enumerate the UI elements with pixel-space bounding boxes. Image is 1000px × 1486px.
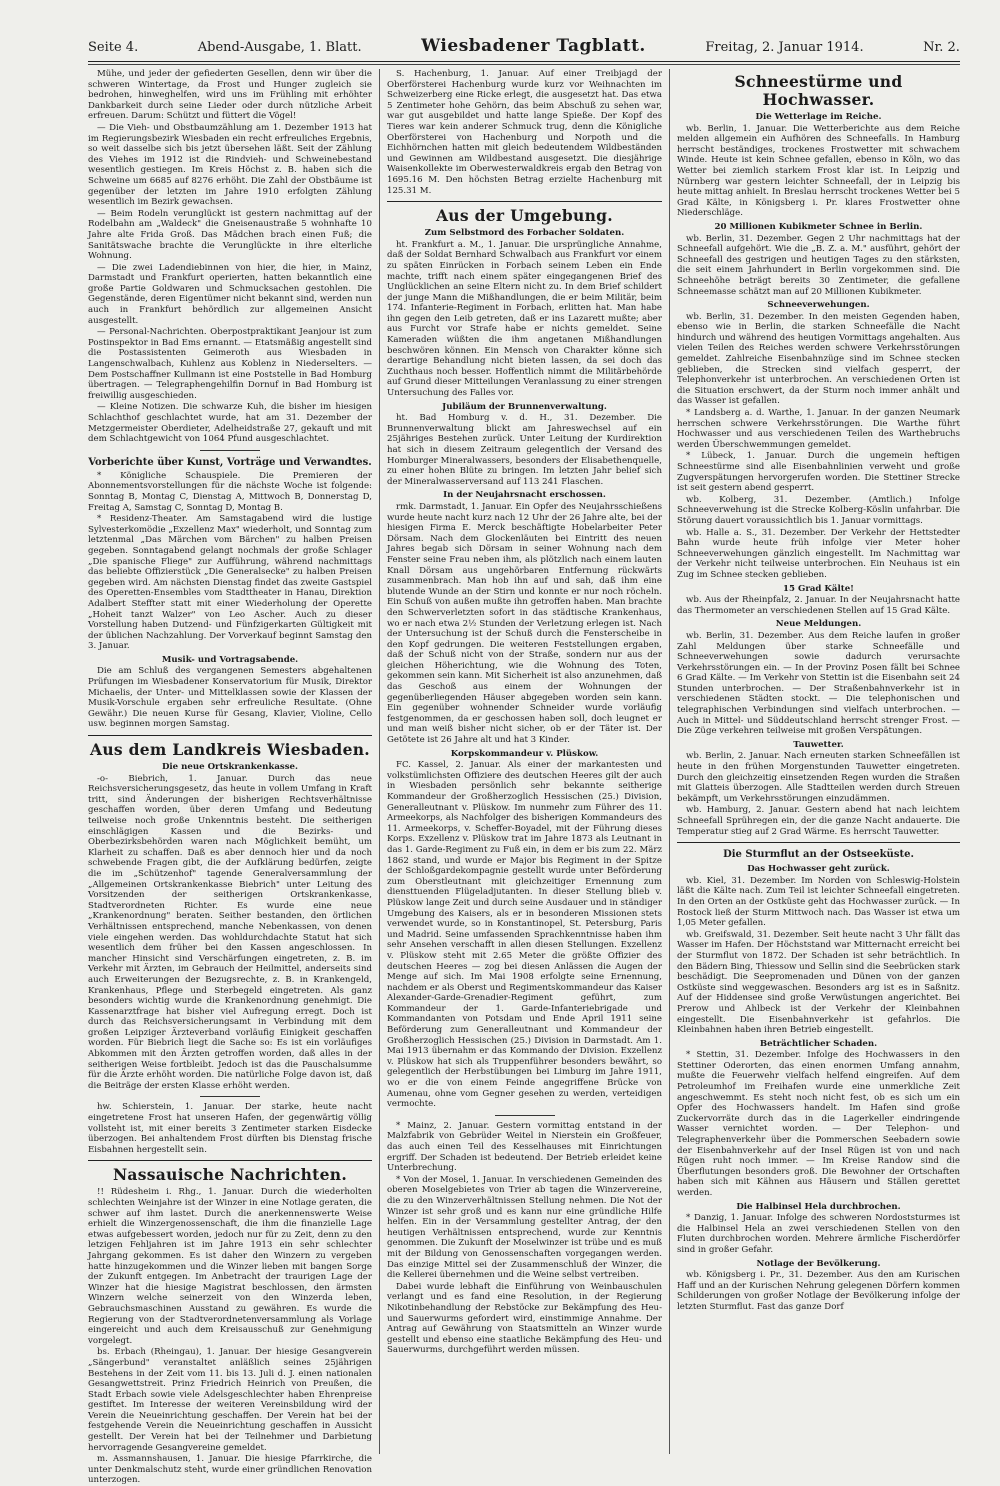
paragraph: * Residenz-Theater. Am Samstagabend wird die lustige Sylvesterkomödie „Exzellenz Max" wiederholt, und Sonntag zum letztenmal „Das Märchen vom Bärchen" zu halben Preisen gegeben. Sonntagabend gelangt nochmals der große Schlager „Die spanische Fliege" zur Aufführung, während nachmittags das beliebte Offizierstück „Die Generalsecke" zu halben Preisen gegeben wird. Am nächsten Dienstag findet das zweite Gastspiel des Operetten-Ensembles vom Stadttheater in Hanau, Direktion Adalbert Steffter statt mit einer Wiederholung der Operette „Hoheit tanzt Walzer" von Leo Ascher. Auch zu dieser Vorstellung haben Dutzend- und Fünfzigerkarten Gültigkeit mit der üblichen Nachzahlung. Der Vorverkauf beginnt Samstag den 3. Januar. [88, 514, 372, 652]
divider [88, 735, 372, 736]
paragraph: — Die Vieh- und Obstbaumzählung am 1. Dezember 1913 hat im Regierungsbezirk Wiesbaden ein recht erfreuliches Ergebnis, so weit dasselbe sich bis jetzt übersehen läßt. Seit der Zählung des Viehes im 1912 ist die Rindvieh- und Schweinebestand wesentlich gestiegen. Im Kreis Höchst z. B. haben sich die Schweine um 6685 auf 8276 erhöht. Die Zahl der Obstbäume ist gegenüber der letzten im Jahre 1910 erfolgten Zählung wesentlich im Bezirk gewachsen. [88, 122, 372, 208]
article-subheading: In der Neujahrsnacht erschossen. [443, 490, 606, 501]
paragraph: bs. Erbach (Rheingau), 1. Januar. Der hiesige Gesangverein „Sängerbund" veranstaltet anläßlich seines 25jährigen Bestehens in der Zeit vom 11. bis 13. Juli d. J. einen nationalen Gesangwettstreit. Prinz Friedrich Heinrich von Preußen, die Stadt Erbach sowie viele Adelsgeschlechter haben Ehrenpreise gestiftet. Im Interesse der weiteren Vereinsbildung wird der Verein die Neueinrichtung geschaffen. Der Verein hat bei der festgehende Verein die Neueinrichtung geschaffen in Aussicht gestellt. Der Verein hat bei der Teilnehmer und Darbietung hervorragende Gesangvereine gemeldet. [88, 1347, 372, 1453]
masthead [88, 36, 960, 62]
article-subheading: Die Wetterlage im Reiche. [755, 112, 882, 122]
paragraph: * Lübeck, 1. Januar. Durch die ungemein heftigen Schneestürme sind alle Eisenbahnlinien verweht und große Zugverspätungen hervorgerufen worden. Die Stettiner Strecke ist seit gestern abend gesperrt. [677, 451, 960, 494]
paragraph: Dabei wurde lebhaft die Einführung von Weinbauschulen verlangt und es fand eine Resolution, in der Regierung Nikotinbehandlung der Rebstöcke zur Bekämpfung des Heu- und Sauerwurms gefordert wird, einstimmige Annahme. Der Antrag auf Gewährung von Staatsmitteln an Winzer wurde gestellt und ebenso eine staatliche Bekämpfung des Heu- und Sauerwurms, durchgeführt werden müssen. [387, 1281, 662, 1356]
article-subheading: Schneeverwehungen. [767, 300, 870, 311]
columns [88, 69, 960, 1486]
section-heading: Aus dem Landkreis Wiesbaden. [90, 740, 370, 760]
article-subheading: Das Hochwasser geht zurück. [747, 864, 890, 875]
paragraph: ht. Frankfurt a. M., 1. Januar. Die ursprüngliche Annahme, daß der Soldat Bernhard Schwalbach aus Frankfurt vor einem zu späten Einrücken in Forbach seinem Leben ein Ende machte, trifft nach einem später eingegangenen Brief des Unglücklichen an seine Eltern nicht zu. In dem Brief schildert der junge Mann die Mißhandlungen, die er beim Militär, beim 174. Infanterie-Regiment in Forbach, erlitten hat. Man habe ihn gegen den Leib getreten, daß er ins Lazarett mußte; aber aus Furcht vor Strafe habe er nichts gemeldet. Seine Kameraden wüßten die ihm angetanen Mißhandlungen beschwören können. Ein Mensch von Charakter könne sich derartige Behandlung nicht bieten lassen, da sei doch das Zuchthaus noch besser. Hoffentlich nimmt die Militärbehörde auf Grund dieser Mitteilungen Veranlassung zu einer strengen Untersuchung des Falles vor. [387, 239, 662, 399]
divider [88, 1160, 372, 1161]
column-1 [88, 69, 379, 1486]
article-subheading: Jubiläum der Brunnenverwaltung. [442, 401, 607, 412]
edition: Abend-Ausgabe, 1. Blatt. [197, 40, 362, 55]
paragraph: wb. Berlin, 2. Januar. Nach erneuten starken Schneefällen ist heute in den frühen Morgenstunden Tauwetter eingetreten. Durch den gleichzeitig einsetzenden Regen wurden die Straßen mit Glatteis überzogen. Alle Stadtteilen werden durch Streuen bekämpft, um Verkehrsstörungen einzudämmen. [677, 751, 960, 804]
paragraph: wb. Berlin, 31. Dezember. Aus dem Reiche laufen in großer Zahl Meldungen über starke Schneefälle und Schneeverwehungen sowie dadurch verursachte Verkehrsstörungen ein. — In der Provinz Posen fällt bei Schnee 6 Grad Kälte. — Im Verkehr von Stettin ist die Eisenbahn seit 24 Stunden unterbrochen. — Der Straßenbahnverkehr ist in verschiedenen Städten stockt. — Die telephonischen und telegraphischen Verbindungen sind vielfach unterbrochen. — Auch in Mittel- und Süddeutschland herrscht strenger Frost. — Die Züge verkehren teilweise mit großen Verspätungen. [677, 630, 960, 737]
paragraph: * Von der Mosel, 1. Januar. In verschiedenen Gemeinden des oberen Moselgebietes von Trier ab tagen die Winzervereine, die zu den Winzerverhältnissen Stellung nehmen. Die Not der Winzer ist sehr groß und es kann nur eine gründliche Hilfe helfen. Ein in der Versammlung gestellter Antrag, der den heutigen Verhältnissen entsprechend, wurde zur Kenntnis genommen. Die Zukunft der Moselwinzer ist trübe und es muß mit der Bildung von Genossenschaften vorgegangen werden. Das einzige Mittel sei der Zusammenschluß der Winzer, die die Kellerei übernehmen und die Weine selbst vertreiben. [387, 1174, 662, 1281]
section-heading: Nassauische Nachrichten. [112, 1165, 348, 1185]
page-number: Seite 4. [88, 40, 139, 55]
paragraph: wb. Berlin, 31. Dezember. In den meisten Gegenden haben, ebenso wie in Berlin, die starken Schneefälle die Nacht hindurch und während des heutigen Vormittags angehalten. Aus vielen Teilen des Reiches werden schwere Verkehrsstörungen gemeldet. Zahlreiche Eisenbahnzüge sind im Schnee stecken geblieben, die Strecken sind vielfach gesperrt, der Telephonverkehr ist unterbrochen. An verschiedenen Orten ist die Situation erschwert, da der Sturm noch immer anhält und das Wasser ist gefallen. [677, 311, 960, 407]
paragraph: m. Assmannshausen, 1. Januar. Die hiesige Pfarrkirche, die unter Denkmalschutz steht, wurde einer gründlichen Renovation unterzogen. [88, 1454, 372, 1486]
paragraph: wb. Berlin, 1. Januar. Die Wetterberichte aus dem Reiche melden allgemein ein Aufhören des Schneefalls. In Hamburg herrscht beständiges, trockenes Frostwetter mit schwachem Winde. Heute ist kein Schnee gefallen, ebenso in Köln, wo das Wetter bei ziemlich starkem Frost klar ist. In Leipzig und Nürnberg war gestern leichter Schneefall, der in Leipzig bis heute mittag anhielt. In Breslau herrscht trockenes Wetter bei 5 Grad Kälte, in Königsberg i. Pr. klares Frostwetter ohne Niederschläge. [677, 123, 960, 219]
paragraph: wb. Aus der Rheinpfalz, 2. Januar. In der Neujahrsnacht hatte das Thermometer an verschiedenen Stellen auf 15 Grad Kälte. [677, 595, 960, 616]
paragraph: * Landsberg a. d. Warthe, 1. Januar. In der ganzen Neumark herrschen schwere Verkehrsstörungen. Die Warthe führt Hochwasser und aus verschiedenen Teilen des Warthebruchs werden Überschwemmungen gemeldet. [677, 408, 960, 450]
article-subheading: Tauwetter. [793, 739, 844, 750]
paragraph: wb. Hamburg, 2. Januar. Gestern abend hat nach leichtem Schneefall Sprühregen ein, der die ganze Nacht andauerte. Die Temperatur stieg auf 2 Grad Wärme. Es herrscht Tauwetter. [677, 805, 960, 837]
divider [677, 842, 960, 843]
issue-number: Nr. 2. [923, 40, 960, 55]
paragraph: wb. Königsberg i. Pr., 31. Dezember. Aus den am Kurischen Haff und an der Kurischen Nehrung gelegenen Dörfern kommen Schilderungen von großer Notlage der Bevölkerung infolge der letzten Sturmflut. Fast das ganze Dorf [677, 1270, 960, 1312]
paragraph: wb. Greifswald, 31. Dezember. Seit heute nacht 3 Uhr fällt das Wasser im Hafen. Der Höchststand war Mitternacht erreicht bei der Sturmflut von 1872. Der Schaden ist sehr beträchtlich. In den Bädern Bing, Thiessow und Sellin sind die Seebrücken stark beschädigt. Die Seepromenaden und Dünen von der ganzen Ostküste sind weggewaschen. Besonders arg ist es in Saßnitz. Auf der Hiddensee sind große Verwüstungen angerichtet. Bei Prerow und Ahlbeck ist der Verkehr der Kleinbahnen eingestellt. Die Eisenbahnverkehr ist gefahrlos. Die Kleinbahnen haben ihren Betrieb eingestellt. [677, 929, 960, 1036]
article-subheading: Die Halbinsel Hela durchbrochen. [736, 1201, 901, 1212]
article-subheading: 15 Grad Kälte! [783, 583, 854, 594]
paragraph: wb. Berlin, 31. Dezember. Gegen 2 Uhr nachmittags hat der Schneefall aufgehört. Wie die „B. Z. a. M." ausführt, gehört der Schneefall des gestrigen und heutigen Tages zu den stärksten, die seit einem Jahrhundert in Berlin vorgekommen sind. Die Schneehöhe beträgt bereits 30 Zentimeter, die gefallene Schneemasse schätzt man auf 20 Millionen Kubikmeter. [677, 233, 960, 297]
paragraph: — Die zwei Ladendiebinnen von hier, die hier, in Mainz, Darmstadt und Frankfurt operierten, hatten bekanntlich eine große Partie Goldwaren und Schmucksachen gestohlen. Die Gegenstände, deren Eigentümer nicht bekannt sind, werden nun auch in Frankfurt behördlich zur allgemeinen Ansicht ausgestellt. [88, 262, 372, 326]
paragraph: * Königliche Schauspiele. Die Premieren der Abonnementsvorstellungen für die nächste Woche ist folgende: Sonntag B, Montag C, Dienstag A, Mittwoch B, Donnerstag D, Freitag A, Samstag C, Sonntag D, Montag B. [88, 470, 372, 513]
article-subheading: Neue Meldungen. [775, 619, 862, 630]
paragraph: wb. Halle a. S., 31. Dezember. Der Verkehr der Hettstedter Bahn wurde heute früh infolge vier Meter hoher Schneeverwehungen gänzlich eingestellt. Im Nachmittag war der Verkehr nicht teilweise unterbrochen. Ein Neuhaus ist ein Zug im Schnee stecken geblieben. [677, 527, 960, 580]
paragraph: -o- Biebrich, 1. Januar. Durch das neue Reichsversicherungsgesetz, das heute in vollem Umfang in Kraft tritt, sind Änderungen der bisherigen Rechtsverhältnisse geschaffen worden, über deren Umfang und Bedeutung teilweise noch große Unkenntnis besteht. Die seitherigen einschlägigen Kassen und die Bezirks- und Oberbezirksbehörden waren nach Möglichkeit bemüht, um Klarheit zu schaffen. Daß es aber dennoch hier und da noch schwebende Fragen gibt, die der Aufklärung bedürfen, zeigte die im „Schützenhof" tagende Generalversammlung der „Allgemeinen Ortskrankenkasse Biebrich" unter Leitung des Vorsitzenden der seitherigen Ortskrankenkasse, Stadtverordneten Richter. Es wurde eine neue „Krankenordnung" beraten. Seither bestanden, den örtlichen Verhältnissen entsprechend, manche Nebenkassen, von denen viele eingehen werden. Das wohldurchdachte Statut hat sich wesentlich dem früher bei den Kassen angeschlossen. In mancher Hinsicht sind Verschärfungen eingetreten, z. B. im Verkehr mit Ärzten, im Gebrauch der Heilmittel, anderseits sind auch Erweiterungen der Bezugsrechte, z. B. in Krankengeld, Krankenhaus, Pflege und Sterbegeld eingetreten. Als ganz besonders wichtig wurde die Krankenordnung genehmigt. Die Kassenarztfrage hat bisher viel Aufregung erregt. Doch ist durch das Reichsversicherungsamt in Verbindung mit dem großen Leipziger Ärzteverband vorläufig Einigkeit geschaffen worden. Für Biebrich liegt die Sache so: Es ist ein vorläufiges Abkommen mit den Ärzten getroffen worden, daß alles in der seitherigen Weise fortbleibt. Jedoch ist das die Pauschalsumme für die Ärzte erhöht worden. Die natürliche Folge davon ist, daß die Beiträge der ersten Klasse erhöht werden. [88, 773, 372, 1091]
paragraph: — Beim Rodeln verunglückt ist gestern nachmittag auf der Rodelbahn am „Waldeck" die Gneisenaustraße 5 wohnhafte 10 Jahre alte Frida Groß. Das Mädchen brach einen Fuß; die Sanitätswache brachte die Verunglückte in ihre elterliche Wohnung. [88, 208, 372, 262]
section-heading: Vorberichte über Kunst, Vorträge und Verwandtes. [88, 456, 372, 468]
column-2 [379, 69, 669, 1454]
article-subheading: 20 Millionen Kubikmeter Schnee in Berlin. [714, 221, 923, 232]
paragraph: wb. Kolberg, 31. Dezember. (Amtlich.) Infolge Schneeverwehung ist die Strecke Kolberg-Köslin unfahrbar. Die Störung dauert voraussichtlich bis 1. Januar vormittags. [677, 494, 960, 526]
paragraph: !! Rüdesheim i. Rhg., 1. Januar. Durch die wiederholten schlechten Weinjahre ist der Winzer in eine Notlage geraten, die schwer auf ihm lastet. Durch die anerkennenswerte Weise erhielt die Winzergenossenschaft, die ihm die finanzielle Lage etwas aufgebessert worden, jedoch nur für zu Zeit, denn zu den letzigen Fehljahren ist im Jahre 1913 ein sehr schlechter Jahrgang gekommen. Es ist daher den Winzern zu vergeben hatte hinzugekommen und die Winzer lieben mit bangen Sorge der Zukunft entgegen. Im Anbetracht der traurigen Lage der Winzer hat die hiesige Magistrat beschlossen, den ärmsten Winzern welche seinerzeit von den Winzerda leben, Gebrauchsmaschinen Ausstand zu gewähren. Es wurde die Regierung von der Stadtverordnetenversammlung als Vorlage eingereicht und auch dem Kreisausschuß zur Genehmigung vorgelegt. [88, 1187, 372, 1346]
article-subheading: Notlage der Bevölkerung. [756, 1258, 881, 1269]
paragraph: ht. Bad Homburg v. d. H., 31. Dezember. Die Brunnenverwaltung blickt am Jahreswechsel auf ein 25jähriges Bestehen zurück. Unter Leitung der Kurdirektion hat sich in diesem Zeitraum gelegentlich der Versand des Homburger Mineralwassers, besonders der Elisabethenquelle, zu einer hohen Blüte zu bringen. Im letzten Jahr belief sich der Mineralwasserversand auf 113 241 Flaschen. [387, 413, 662, 487]
section-heading: Musik- und Vortragsabende. [161, 654, 299, 665]
paragraph: Die am Schluß des vergangenen Semesters abgehaltenen Prüfungen im Wiesbadener Konservatorium für Musik, Direktor Michaelis, der Unter- und Mittelklassen sowie der Klassen der Musik-Vorschule ergaben sehr erfreuliche Resultate. (Ohne Gewähr.) Die neuen Kurse für Gesang, Klavier, Violine, Cello usw. beginnen morgen Samstag. [88, 666, 372, 730]
column-3 [669, 69, 960, 1454]
divider [200, 1096, 260, 1097]
article-subheading: Beträchtlicher Schaden. [759, 1038, 878, 1049]
article-subheading: Korpskommandeur v. Plüskow. [450, 748, 599, 759]
newspaper-title: Wiesbadener Tagblatt. [421, 36, 646, 56]
section-heading: Aus der Umgebung. [435, 206, 613, 226]
paragraph: * Stettin, 31. Dezember. Infolge des Hochwassers in den Stettiner Oderorten, das einen enormen Umfang annahm, mußte die Feuerwehr vielfach helfend eingreifen. Auf dem Petroleumhof im Freihafen wurde eine unmerkliche Zeit angeschwemmt. Es steht noch nicht fest, ob es sich um ein Opfer des Hochwassers handelt. Im Hafen sind große Zuckervorräte durch das in die Lagerkeller eindringende Wasser vernichtet worden. — Der Telephon- und Telegraphenverkehr über die Pommerschen Seebadern sowie der Eisenbahnverkehr auf der Insel Rügen ist von und nach Rügen ruht noch immer. — Im Kreise Randow sind die Überflutungen besonders groß. Die Bewohner der Ortschaften haben sich mit Kähnen aus Häusern und Ställen gerettet werden. [677, 1050, 960, 1198]
issue-date: Freitag, 2. Januar 1914. [705, 40, 864, 55]
masthead-rule [88, 64, 960, 65]
section-heading: Die Sturmflut an der Ostseeküste. [723, 849, 914, 861]
paragraph: wb. Kiel, 31. Dezember. Im Norden von Schleswig-Holstein läßt die Kälte nach. Zum Teil ist leichter Schneefall eingetreten. In den Orten an der Ostküste geht das Hochwasser zurück. — In Rostock ließ der Sturm Mittwoch nach. Das Wasser ist etwa um 1,05 Meter gefallen. [677, 875, 960, 929]
paragraph: * Danzig, 1. Januar. Infolge des schweren Nordoststurmes ist die Halbinsel Hela an zwei verschiedenen Stellen von den Fluten durchbrochen worden. Mehrere ärmliche Fischerdörfer sind in großer Gefahr. [677, 1213, 960, 1255]
paragraph: FC. Kassel, 2. Januar. Als einer der markantesten und volkstümlichsten Offiziere des deutschen Heeres gilt der auch in Wiesbaden persönlich sehr bekannte seitherige Kommandeur der Großherzoglich Hessischen (25.) Division, Generalleutnant v. Plüskow. Im nunmehr zum Führer des 11. Armeekorps, als Nachfolger des bisherigen Kommandeurs des 11. Armeekorps, v. Scheffer-Boyadel, mit der Führung dieses Korps. Exzellenz v. Plüskow trat im Jahre 1873 als Leutnant in das 1. Garde-Regiment zu Fuß ein, in dem er bis zum 22. März 1862 stand, und wurde er Major bis Regiment in der Spitze der Schloßgardekompagnie gestellt wurde unter Beförderung zum Oberstleutnant mit gleichzeitiger Ernennung zum diensttuenden Flügeladjutanten. In dieser Stellung blieb v. Plüskow lange Zeit und durch seine Ausdauer und in ständiger Umgebung des Kaisers, als er in besonderen Missionen stets verwendet wurde, so in Konstantinopel, St. Petersburg, Paris und Madrid. Seine umfassenden Sprachkenntnisse haben ihm sehr Ansehen verschafft in allen diesen Stellungen. Exzellenz v. Plüskow steht mit 2.65 Meter die größte Offizier des deutschen Heeres — zog bei diesen Anlässen die Augen der Menge auf sich. Im Mai 1908 erfolgte seine Ernennung, nachdem er als Oberst und Regimentskommandeur das Kaiser Alexander-Garde-Grenadier-Regiment geführt, zum Kommandeur der 1. Garde-Infanteriebrigade und Kommandanten von Potsdam und Ende April 1911 seine Beförderung zum Generalleutnant und Kommandeur der Großherzoglich Hessischen (25.) Division in Darmstadt. Am 1. Mai 1913 übernahm er das Kommando der Division. Exzellenz v. Plüskow hat sich als Truppenführer besonders bewährt, so gelegentlich der Herbstübungen bei Limburg im Jahre 1911, wo er die von einem Feinde angegriffene Brücke von Aumenau, ohne vom Gegner gesehen zu werden, verteidigen vermochte. [387, 760, 662, 1110]
article-subheading: Zum Selbstmord des Forbacher Soldaten. [424, 228, 625, 239]
paragraph: — Kleine Notizen. Die schwarze Kuh, die bisher im hiesigen Schlachthof geschlachtet wurde, hat am 31. Dezember der Metzgermeister Oberdieter, Adelheidstraße 27, gekauft und mit dem Schlachtgewicht von 1064 Pfund ausgeschlachtet. [88, 402, 372, 445]
paragraph: * Mainz, 2. Januar. Gestern vormittag entstand in der Malzfabrik von Gebrüder Weitel in Nierstein ein Großfeuer, das auch einen Teil des Kesselhauses mit Einrichtungen ergriff. Der Schaden ist bedeutend. Der Betrieb erleidet keine Unterbrechung. [387, 1120, 662, 1174]
section-heading: Schneestürme und Hochwasser. [734, 72, 903, 109]
paragraph: hw. Schierstein, 1. Januar. Der starke, heute nacht eingetretene Frost hat unseren Hafen, der gegenwärtig völlig vollsteht ist, mit einer bereits 3 Zentimeter starken Eisdecke überzogen. Bei anhaltendem Frost dürften bis Dienstag frische Eisbahnen hergestellt sein. [88, 1102, 372, 1155]
paragraph: Mühe, und jeder der gefiederten Gesellen, denn wir über die schweren Wintertage, da Frost und Hunger zugleich sie bedrohen, hinweghelfen, wird uns im Frühling mit erhöhter Dankbarkeit durch seine Lieder oder durch nützliche Arbeit erfreuen. Darum: Schützt und füttert die Vögel! [88, 69, 372, 122]
paragraph: rmk. Darmstadt, 1. Januar. Ein Opfer des Neujahrsschießens wurde heute nacht kurz nach 12 Uhr der 26 Jahre alte, bei der hiesigen Firma E. Merck beschäftigte Hobelarbeiter Peter Dörsam. Nach dem Glockenläuten bei Eintritt des neuen Jahres begab sich Dörsam in seiner Wohnung nach dem Fenster seine Frau neben ihm, als plötzlich nach einem lauten Knall Dörsam aus ungehörbaren Entfernung rückwärts zusammenbrach. Man hob ihn auf und sah, daß ihm eine blutende Wunde an der Stirn und konnte er nur noch röcheln. Ein Schuß von außen mußte ihn getroffen haben. Man brachte den Schwerverletzten sofort in das städtische Krankenhaus, wo er nach etwa 2½ Stunden der Verletzung erlegen ist. Nach der Untersuchung ist der Schuß durch die Fensterscheibe in den Kopf gedrungen. Die weiteren Feststellungen ergaben, daß der Schuß nicht von der Straße, sondern nur aus der gleichen Höherichtung, wie die Wohnung des Toten, gekommen sein kann. Mit Sicherheit ist also anzunehmen, daß das Geschoß aus einem der Wohnungen der gegenüberliegenden Häuser abgegeben worden sein kann. Ein gegenüber wohnender Schneider wurde vorläufig festgenommen, da er geschossen haben soll, doch leugnet er und man weiß bisher nicht sicher, ob er der Täter ist. Der Getötete ist 26 Jahre alt und hat 3 Kinder. [387, 501, 662, 746]
divider [495, 1115, 555, 1116]
paragraph: S. Hachenburg, 1. Januar. Auf einer Treibjagd der Oberförsterei Hachenburg wurde kurz vor Weihnachten im Schweizerberg eine Ricke erlegt, die ausgesetzt hat. Das etwa 5 Zentimeter hohe Gehörn, das beim Abschuß zu sehen war, war gut ausgebildet und hatte lange Spieße. Der Kopf des Tieres war kein anderer Schmuck trug, denn die Königliche Oberförsterei von Hachenburg und Norpoth und die Eichhörnchen hatten mit gleich bedeutendem Wildbeständen und Gewinnen am Wildbestand ausgesetzt. Die diesjährige Waisenkollekte im Oberwesterwaldkreis ergab den Betrag von 1695.16 M. Den höchsten Betrag erzielte Hachenburg mit 125.31 M. [387, 69, 662, 196]
divider [387, 201, 662, 202]
article-subheading: Die neue Ortskrankenkasse. [161, 762, 299, 773]
paragraph: — Personal-Nachrichten. Oberpostpraktikant Jeanjour ist zum Postinspektor in Bad Ems ernannt. — Etatsmäßig angestellt sind die Postassistenten Geimeroth aus Wiesbaden in Langenschwalbach, Kuhlenz aus Koblenz in Niederselters. — Dem Postschaffner Kullmann ist eine Poststelle in Bad Homburg übertragen. — Telegraphengehilfin Dornuf in Bad Homburg ist freiwillig ausgeschieden. [88, 327, 372, 401]
divider [200, 450, 260, 451]
